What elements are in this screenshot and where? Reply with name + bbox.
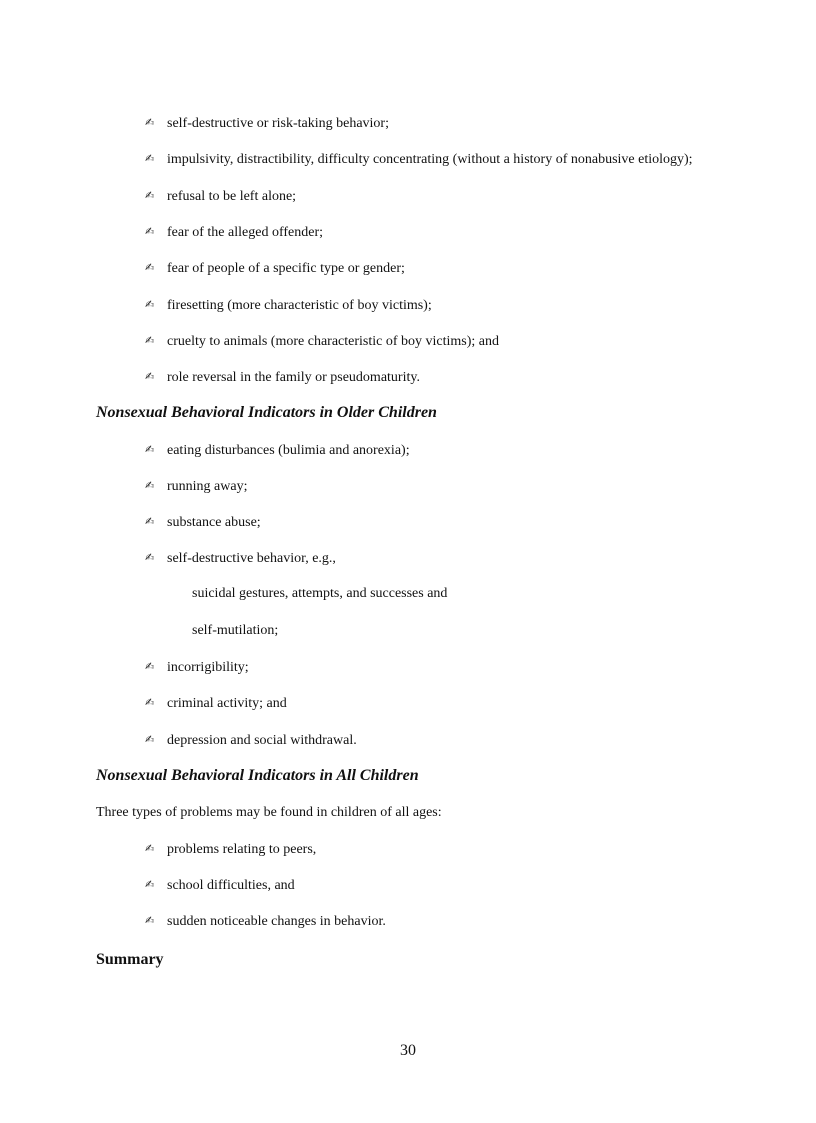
- list-item-text: firesetting (more characteristic of boy victims);: [167, 298, 432, 313]
- list-item: [145, 332, 499, 351]
- section-intro-paragraph: Three types of problems may be found in children of all ages:: [96, 805, 442, 820]
- list-item-text: school difficulties, and: [167, 878, 295, 893]
- pen-bullet-icon: ✍: [145, 370, 155, 383]
- sub-list-item: self-mutilation;: [192, 623, 279, 638]
- pen-bullet-icon: ✍: [145, 189, 155, 202]
- list-item: [145, 513, 261, 532]
- list-item-text: problems relating to peers,: [167, 842, 317, 857]
- pen-bullet-icon: ✍: [145, 842, 155, 855]
- list-item-text: impulsivity, distractibility, difficulty concentrating (without a history of nonabusive etiology);: [167, 152, 693, 167]
- list-item: [145, 223, 323, 242]
- pen-bullet-icon: ✍: [145, 515, 155, 528]
- list-item: [145, 694, 287, 713]
- list-item-text: role reversal in the family or pseudomaturity.: [167, 370, 420, 385]
- list-item-text: self-destructive or risk-taking behavior;: [167, 116, 389, 131]
- list-item: [145, 187, 296, 206]
- list-item-text: substance abuse;: [167, 515, 261, 530]
- section-heading-older-children: Nonsexual Behavioral Indicators in Older Children: [96, 404, 437, 421]
- page-number: 30: [400, 1042, 416, 1059]
- list-item: [145, 477, 247, 496]
- list-item: [145, 549, 336, 568]
- list-item-text: fear of people of a specific type or gender;: [167, 261, 405, 276]
- list-item-text: incorrigibility;: [167, 660, 249, 675]
- list-item-text: running away;: [167, 479, 248, 494]
- pen-bullet-icon: ✍: [145, 225, 155, 238]
- pen-bullet-icon: ✍: [145, 298, 155, 311]
- pen-bullet-icon: ✍: [145, 116, 155, 129]
- list-item: [145, 259, 405, 278]
- pen-bullet-icon: ✍: [145, 878, 155, 891]
- list-item-text: refusal to be left alone;: [167, 189, 297, 204]
- pen-bullet-icon: ✍: [145, 334, 155, 347]
- list-item-text: cruelty to animals (more characteristic of boy victims); and: [167, 334, 499, 349]
- list-item-text: depression and social withdrawal.: [167, 733, 357, 748]
- pen-bullet-icon: ✍: [145, 660, 155, 673]
- pen-bullet-icon: ✍: [145, 261, 155, 274]
- list-item-text: fear of the alleged offender;: [167, 225, 323, 240]
- pen-bullet-icon: ✍: [145, 443, 155, 456]
- list-item: [145, 912, 386, 931]
- pen-bullet-icon: ✍: [145, 551, 155, 564]
- list-item: [145, 731, 357, 750]
- list-item-text: self-destructive behavior, e.g.,: [167, 551, 336, 566]
- sub-list-item: suicidal gestures, attempts, and successes and: [192, 586, 448, 601]
- pen-bullet-icon: ✍: [145, 479, 155, 492]
- list-item-text: sudden noticeable changes in behavior.: [167, 914, 386, 929]
- pen-bullet-icon: ✍: [145, 914, 155, 927]
- list-item-text: eating disturbances (bulimia and anorexia);: [167, 443, 410, 458]
- list-item-text: criminal activity; and: [167, 696, 287, 711]
- list-item: [145, 114, 389, 133]
- pen-bullet-icon: ✍: [145, 152, 155, 165]
- list-item: [145, 150, 693, 169]
- section-heading-summary: Summary: [96, 951, 164, 968]
- pen-bullet-icon: ✍: [145, 696, 155, 709]
- list-item: [145, 840, 316, 859]
- list-item: [145, 876, 295, 895]
- list-item: [145, 658, 249, 677]
- list-item: [145, 368, 420, 387]
- pen-bullet-icon: ✍: [145, 733, 155, 746]
- list-item: [145, 296, 432, 315]
- section-heading-all-children: Nonsexual Behavioral Indicators in All Children: [96, 767, 419, 784]
- list-item: [145, 441, 410, 460]
